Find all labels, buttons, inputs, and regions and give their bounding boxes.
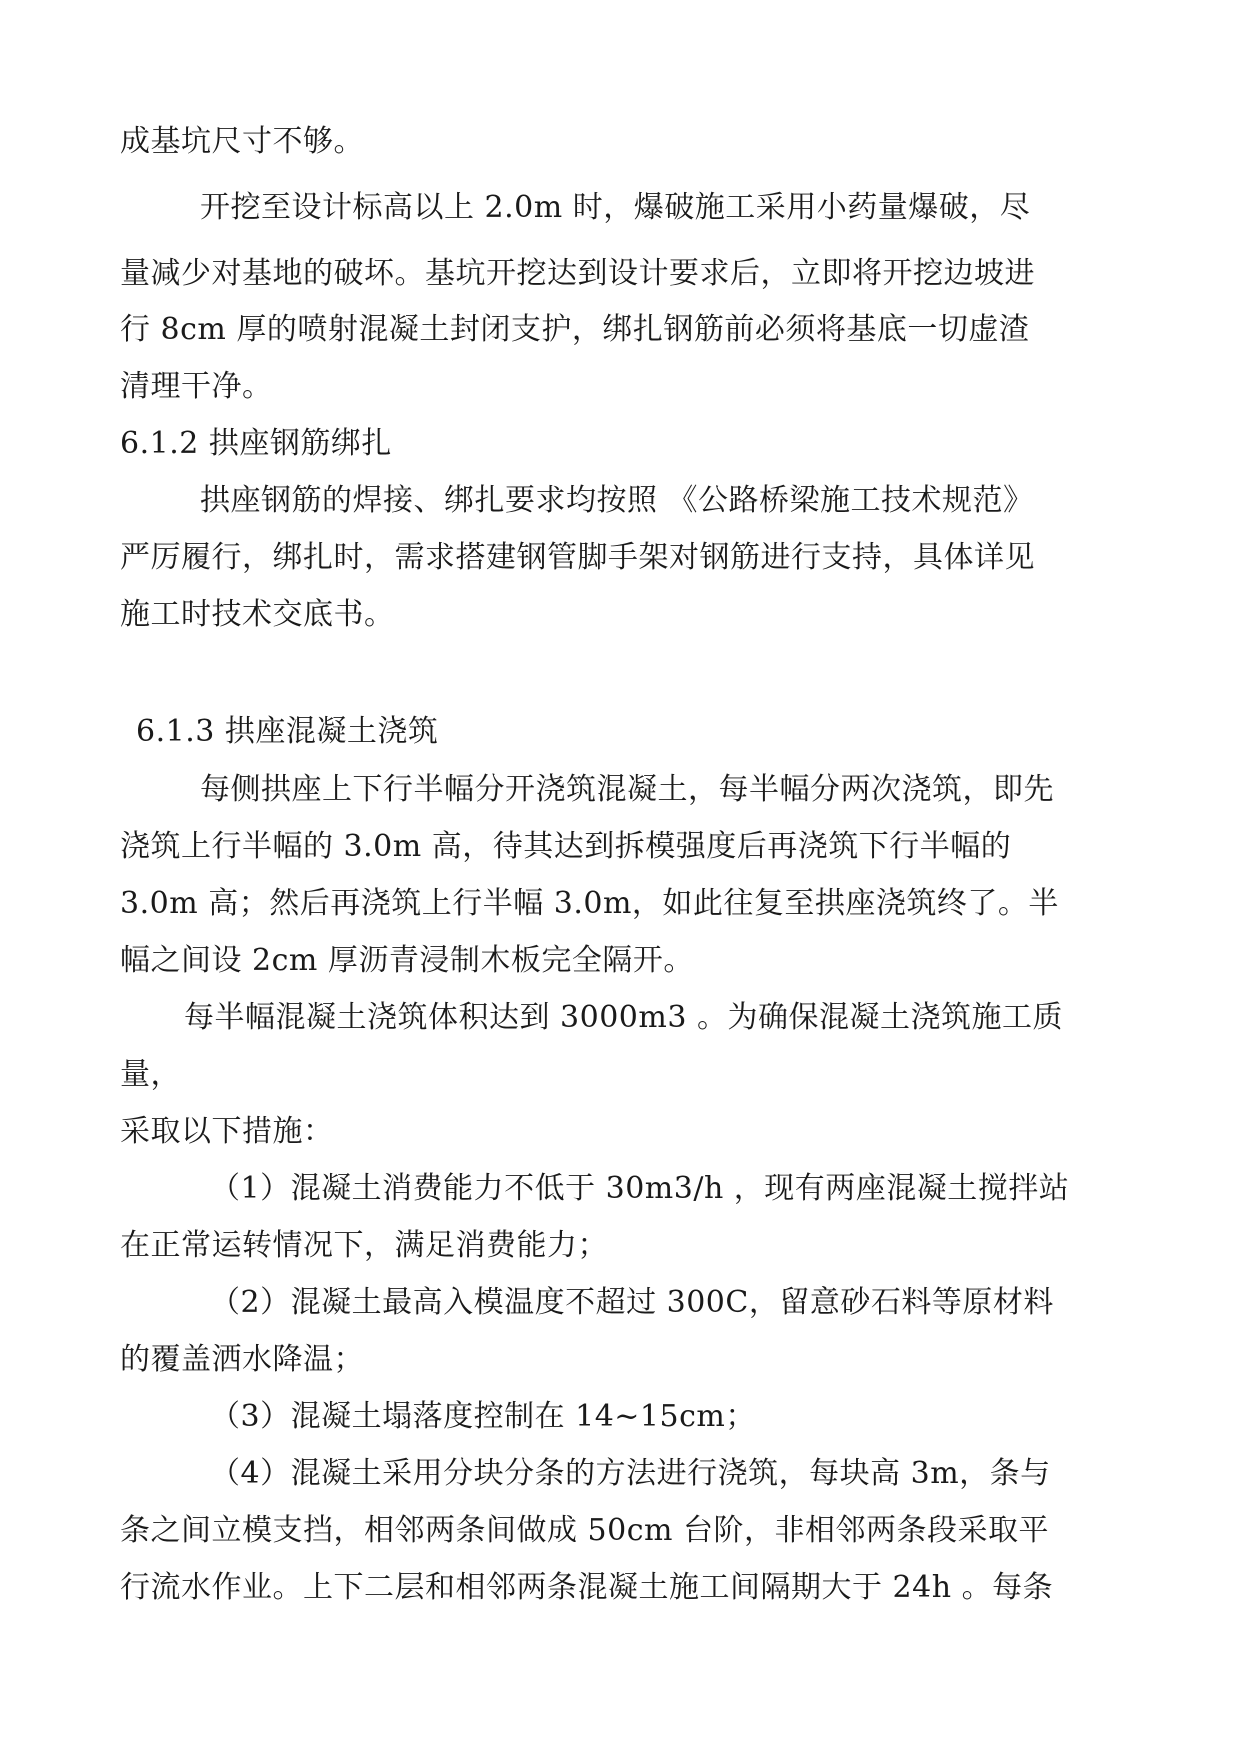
text-line: 在正常运转情况下，满足消费能力； [120, 1228, 608, 1263]
text-line: 幅之间设 2cm 厚沥青浸制木板完全隔开。 [120, 943, 694, 978]
text-line: 成基坑尺寸不够。 [120, 124, 364, 159]
list-item: （3）混凝土塌落度控制在 14~15cm； [210, 1399, 756, 1434]
text-line: 的覆盖洒水降温； [120, 1342, 364, 1377]
text-line: 每半幅混凝土浇筑体积达到 3000m3 。为确保混凝土浇筑施工质 [184, 1000, 1063, 1035]
list-item: （4）混凝土采用分块分条的方法进行浇筑，每块高 3m，条与 [210, 1456, 1051, 1491]
text-line: 清理干净。 [120, 369, 273, 404]
text-line: 严厉履行，绑扎时，需求搭建钢管脚手架对钢筋进行支持，具体详见 [120, 540, 1035, 575]
text-line: 施工时技术交底书。 [120, 597, 395, 632]
text-line: 每侧拱座上下行半幅分开浇筑混凝土，每半幅分两次浇筑，即先 [200, 772, 1054, 807]
section-heading: 6.1.3 拱座混凝土浇筑 [136, 714, 439, 749]
list-item: （1）混凝土消费能力不低于 30m3/h ，现有两座混凝土搅拌站 [210, 1171, 1070, 1206]
text-line: 行流水作业。上下二层和相邻两条混凝土施工间隔期大于 24h 。每条 [120, 1570, 1054, 1605]
text-line: 行 8cm 厚的喷射混凝土封闭支护，绑扎钢筋前必须将基底一切虚渣 [120, 312, 1030, 347]
text-line: 浇筑上行半幅的 3.0m 高，待其达到拆模强度后再浇筑下行半幅的 [120, 829, 1012, 864]
text-line: 量， [120, 1057, 181, 1092]
text-line: 条之间立模支挡，相邻两条间做成 50cm 台阶，非相邻两条段采取平 [120, 1513, 1049, 1548]
text-line: 3.0m 高；然后再浇筑上行半幅 3.0m，如此往复至拱座浇筑终了。半 [120, 886, 1059, 921]
text-line: 拱座钢筋的焊接、绑扎要求均按照 《公路桥梁施工技术规范》 [200, 483, 1034, 518]
text-line: 量减少对基地的破坏。基坑开挖达到设计要求后，立即将开挖边坡进 [120, 256, 1035, 291]
text-line: 采取以下措施： [120, 1114, 334, 1149]
section-heading: 6.1.2 拱座钢筋绑扎 [120, 426, 392, 461]
text-line: 开挖至设计标高以上 2.0m 时，爆破施工采用小药量爆破，尽 [200, 190, 1031, 225]
list-item: （2）混凝土最高入模温度不超过 300C，留意砂石料等原材料 [210, 1285, 1054, 1320]
